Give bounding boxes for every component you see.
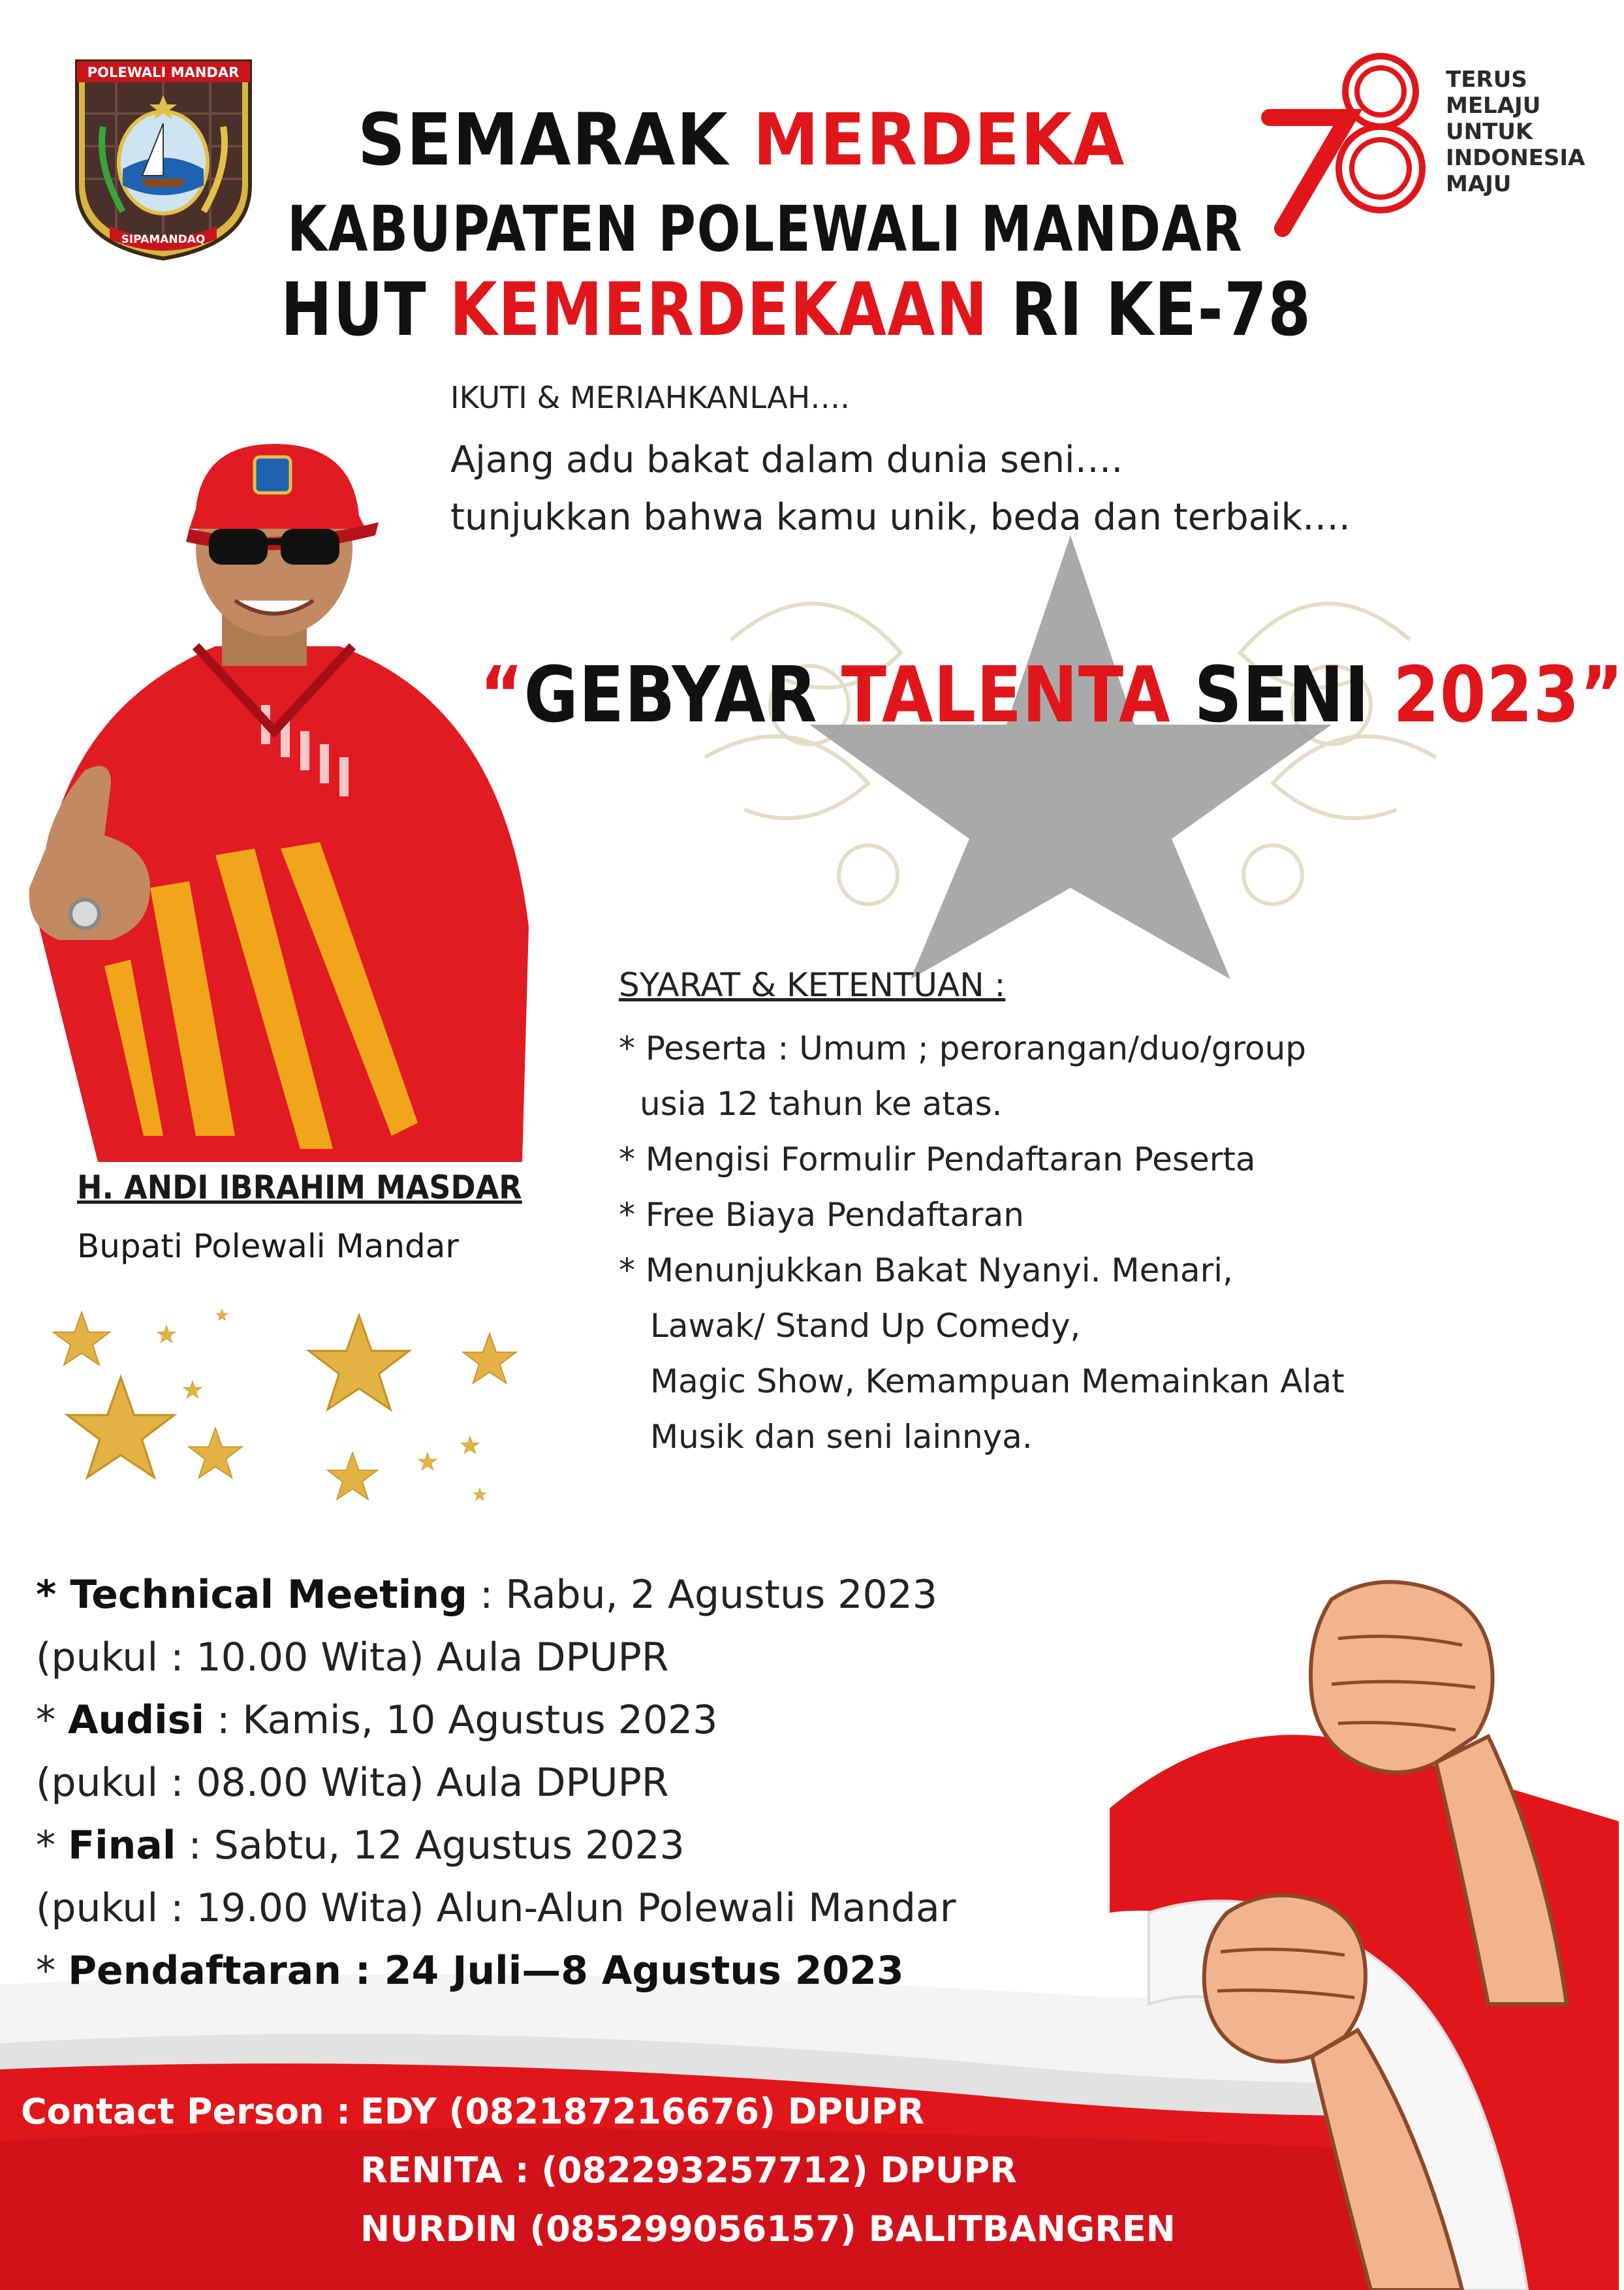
- schedule-final: * Final : Sabtu, 12 Agustus 2023: [36, 1823, 685, 1868]
- contact-row: [21, 2141, 1176, 2200]
- title-hut: HUT: [281, 268, 450, 353]
- audisi-label: Audisi: [68, 1697, 205, 1743]
- title-line-2: KABUPATEN POLEWALI MANDAR: [287, 193, 1243, 266]
- contact-row: [21, 2200, 1176, 2259]
- intro-line-1: IKUTI & MERIAHKANLAH….: [450, 380, 850, 415]
- badge-tagline: [1446, 67, 1585, 197]
- title-ri-ke78: RI KE-78: [988, 268, 1312, 353]
- final-detail: (pukul : 19.00 Wita) Alun-Alun Polewali Mandar: [36, 1885, 956, 1931]
- logo-top-text: POLEWALI MANDAR: [87, 65, 240, 80]
- event-schedule: [36, 1563, 956, 2002]
- contact-nurdin: NURDIN (085299056157) BALITBANGREN: [360, 2208, 1176, 2250]
- hut-78-badge-icon: [1270, 46, 1433, 228]
- title-semarak: SEMARAK: [358, 98, 753, 181]
- requirement-line: Musik dan seni lainnya.: [650, 1418, 1033, 1456]
- requirement-line: * Mengisi Formulir Pendaftaran Peserta: [619, 1140, 1256, 1178]
- title-line-1: [358, 98, 1125, 181]
- final-date: : Sabtu, 12 Agustus 2023: [176, 1823, 685, 1868]
- requirement-line: Magic Show, Kemampuan Memainkan Alat: [650, 1362, 1345, 1400]
- event-close-quote: ”: [1580, 650, 1624, 740]
- gold-stars-icon: [46, 1306, 542, 1521]
- requirements-heading: SYARAT & KETENTUAN :: [619, 966, 1006, 1004]
- person-photo: [0, 431, 548, 1162]
- person-name: H. ANDI IBRAHIM MASDAR: [77, 1169, 522, 1206]
- registration-period: Pendaftaran : 24 Juli—8 Agustus 2023: [68, 1948, 904, 1994]
- contact-label: Contact Person :: [21, 2091, 351, 2132]
- requirement-line: * Peserta : Umum ; perorangan/duo/group: [619, 1029, 1307, 1067]
- title-kemerdekaan: KEMERDEKAAN: [449, 268, 989, 353]
- requirement-line: usia 12 tahun ke atas.: [640, 1085, 1003, 1123]
- schedule-audisi: * Audisi : Kamis, 10 Agustus 2023: [36, 1697, 718, 1743]
- audisi-detail: (pukul : 08.00 Wita) Aula DPUPR: [36, 1760, 669, 1806]
- event-seni: SENI: [1170, 650, 1394, 740]
- tagline-line: MAJU: [1446, 171, 1512, 197]
- regency-logo: [70, 55, 257, 264]
- event-open-quote: “: [480, 650, 524, 740]
- title-merdeka: MERDEKA: [753, 98, 1126, 181]
- requirement-line: * Free Biaya Pendaftaran: [619, 1196, 1024, 1234]
- requirement-line: Lawak/ Stand Up Comedy,: [650, 1307, 1081, 1345]
- badge-number: 78: [1400, 222, 1401, 223]
- event-title: [480, 650, 1624, 740]
- decorative-star-icon: [653, 509, 1488, 979]
- technical-meeting-date: : Rabu, 2 Agustus 2023: [467, 1572, 937, 1618]
- intro-line-3: tunjukkan bahwa kamu unik, beda dan terbaik….: [450, 496, 1351, 539]
- tagline-line: MELAJU: [1446, 93, 1541, 119]
- event-gebyar: GEBYAR: [523, 650, 841, 740]
- technical-meeting-detail: (pukul : 10.00 Wita) Aula DPUPR: [36, 1635, 669, 1680]
- contact-edy: EDY (082187216676) DPUPR: [360, 2091, 925, 2132]
- contact-row: [21, 2082, 1176, 2141]
- tagline-line: INDONESIA: [1446, 145, 1585, 171]
- contact-renita: RENITA : (082293257712) DPUPR: [360, 2150, 1017, 2191]
- audisi-date: : Kamis, 10 Agustus 2023: [204, 1697, 718, 1743]
- tagline-line: UNTUK: [1446, 119, 1533, 145]
- technical-meeting-label: Technical Meeting: [70, 1572, 467, 1618]
- schedule-registration: * Pendaftaran : 24 Juli—8 Agustus 2023: [36, 1948, 904, 1994]
- final-label: Final: [68, 1823, 176, 1868]
- tagline-line: TERUS: [1446, 67, 1527, 93]
- event-talenta: TALENTA: [841, 650, 1171, 740]
- requirement-line: * Menunjukkan Bakat Nyanyi. Menari,: [619, 1251, 1234, 1289]
- schedule-technical-meeting: * Technical Meeting : Rabu, 2 Agustus 2023: [36, 1572, 937, 1618]
- logo-bottom-text: SIPAMANDAQ: [121, 233, 206, 246]
- intro-line-2: Ajang adu bakat dalam dunia seni….: [450, 439, 1123, 481]
- event-year: 2023: [1393, 650, 1580, 740]
- title-line-3: [281, 268, 1312, 353]
- person-title: Bupati Polewali Mandar: [77, 1227, 459, 1265]
- requirements: [619, 966, 1345, 1465]
- contact-persons: [21, 2082, 1176, 2259]
